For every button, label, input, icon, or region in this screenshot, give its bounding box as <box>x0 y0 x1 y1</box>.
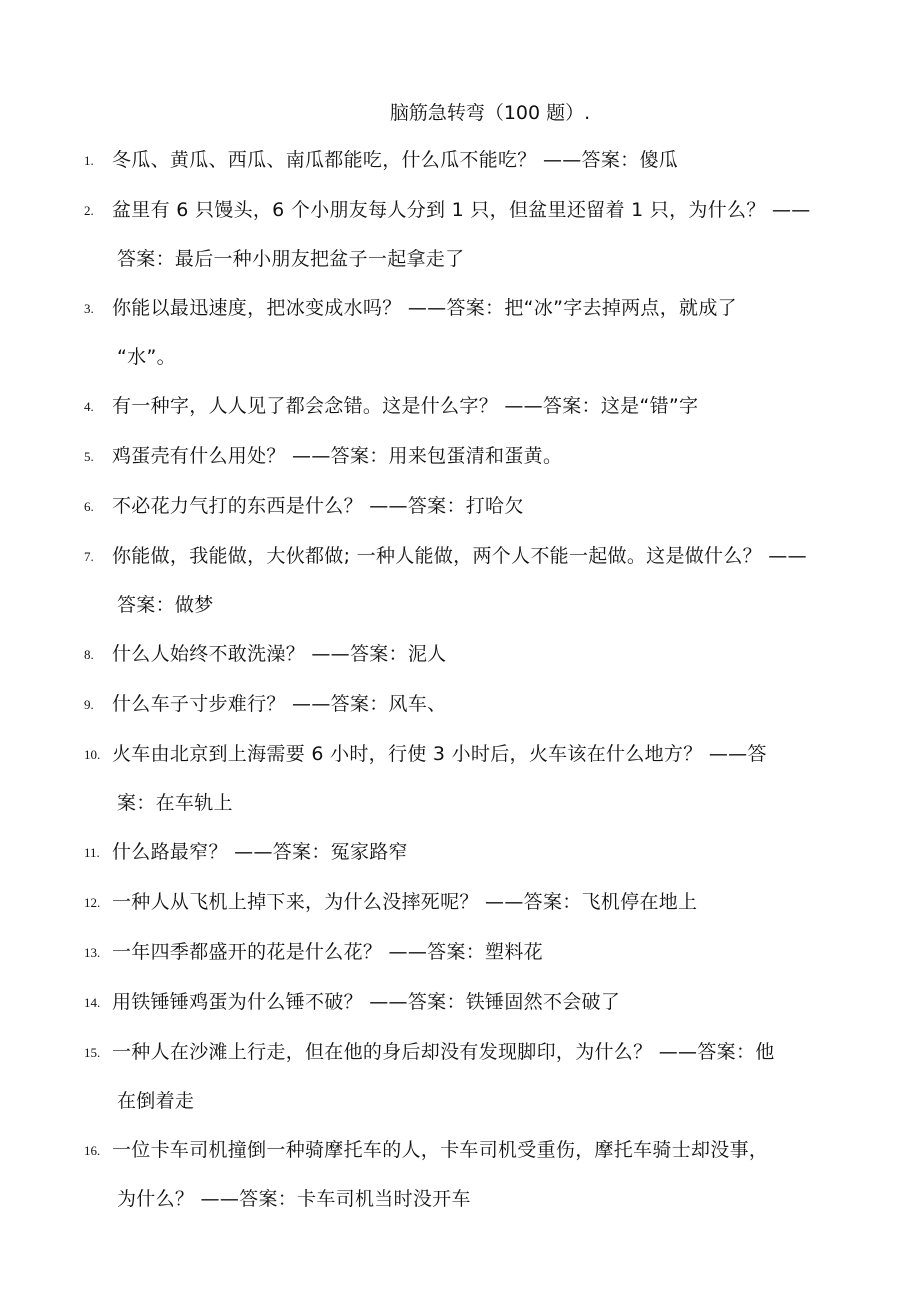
list-item <box>84 540 854 621</box>
item-text <box>112 738 854 819</box>
item-text <box>112 1036 854 1117</box>
list-item <box>84 440 854 473</box>
list-item <box>84 292 854 373</box>
item-number: 4. <box>84 399 94 414</box>
list-item <box>84 688 854 721</box>
item-text <box>112 936 854 968</box>
item-line: 一位卡车司机撞倒一种骑摩托车的人，卡车司机受重伤，摩托车骑士却没事， <box>112 1139 769 1161</box>
item-number: 6. <box>84 499 94 514</box>
item-line: 什么路最窄？ ——答案：冤家路窄 <box>112 841 408 863</box>
item-line: 答案：最后一种小朋友把盆子一起拿走了 <box>117 248 465 270</box>
list-item <box>84 144 854 177</box>
document-title: 脑筋急转弯（100 题）. <box>389 102 591 124</box>
item-line: 一年四季都盛开的花是什么花？ ——答案：塑料花 <box>112 941 543 963</box>
item-text <box>112 292 854 373</box>
item-number: 8. <box>84 647 94 662</box>
item-text <box>112 490 854 522</box>
item-text <box>112 836 854 868</box>
item-text <box>112 440 854 472</box>
list-item <box>84 738 854 819</box>
item-number: 7. <box>84 549 94 564</box>
item-line: 为什么？ ——答案：卡车司机当时没开车 <box>117 1188 471 1210</box>
list-item <box>84 986 854 1019</box>
item-text <box>112 638 854 670</box>
item-line: 盆里有 6 只馒头，6 个小朋友每人分到 1 只，但盆里还留着 1 只，为什么？ —— <box>112 199 811 221</box>
item-text <box>112 886 854 918</box>
item-text <box>112 540 854 621</box>
item-number: 5. <box>84 449 94 464</box>
item-text <box>112 1134 854 1215</box>
item-line: 在倒着走 <box>117 1090 195 1112</box>
list-item <box>84 1134 854 1215</box>
item-number: 10. <box>84 747 101 762</box>
item-number: 3. <box>84 301 94 316</box>
list-item <box>84 1036 854 1117</box>
list-item <box>84 638 854 671</box>
item-number: 16. <box>84 1143 101 1158</box>
question-list <box>84 144 854 1215</box>
item-line: 一种人从飞机上掉下来，为什么没摔死呢？ ——答案：飞机停在地上 <box>112 891 698 913</box>
item-number: 13. <box>84 945 101 960</box>
item-number: 15. <box>84 1045 101 1060</box>
list-item <box>84 886 854 919</box>
list-item <box>84 490 854 523</box>
item-text <box>112 390 854 422</box>
item-number: 1. <box>84 153 94 168</box>
list-item <box>84 836 854 869</box>
item-text <box>112 194 854 275</box>
list-item <box>84 194 854 275</box>
list-item <box>84 390 854 423</box>
item-line: 有一种字，人人见了都会念错。这是什么字？ ——答案：这是“错”字 <box>112 395 699 417</box>
item-line: 你能做，我能做，大伙都做; 一种人能做，两个人不能一起做。这是做什么？ —— <box>112 545 807 567</box>
list-item <box>84 936 854 969</box>
item-number: 12. <box>84 895 101 910</box>
item-line: 你能以最迅速度，把冰变成水吗？ ——答案：把“冰”字去掉两点，就成了 <box>112 297 737 319</box>
item-number: 14. <box>84 995 101 1010</box>
item-line: “水”。 <box>117 346 176 368</box>
item-line: 什么车子寸步难行？ ——答案：风车、 <box>112 693 447 715</box>
item-line: 鸡蛋壳有什么用处？ ——答案：用来包蛋清和蛋黄。 <box>112 445 563 467</box>
item-line: 一种人在沙滩上行走，但在他的身后却没有发现脚印，为什么？ ——答案：他 <box>112 1041 775 1063</box>
item-line: 案：在车轨上 <box>117 792 233 814</box>
item-line: 答案：做梦 <box>117 594 214 616</box>
item-line: 不必花力气打的东西是什么？ ——答案：打哈欠 <box>112 495 524 517</box>
item-line: 用铁锤锤鸡蛋为什么锤不破？ ——答案：铁锤固然不会破了 <box>112 991 621 1013</box>
item-line: 什么人始终不敢洗澡？ ——答案：泥人 <box>112 643 447 665</box>
item-number: 11. <box>84 845 100 860</box>
item-text <box>112 144 854 176</box>
item-text <box>112 688 854 720</box>
item-number: 9. <box>84 697 94 712</box>
item-line: 火车由北京到上海需要 6 小时，行使 3 小时后，火车该在什么地方？ ——答 <box>112 743 767 765</box>
item-text <box>112 986 854 1018</box>
item-number: 2. <box>84 203 94 218</box>
item-line: 冬瓜、黄瓜、西瓜、南瓜都能吃，什么瓜不能吃？ ——答案：傻瓜 <box>112 149 679 171</box>
